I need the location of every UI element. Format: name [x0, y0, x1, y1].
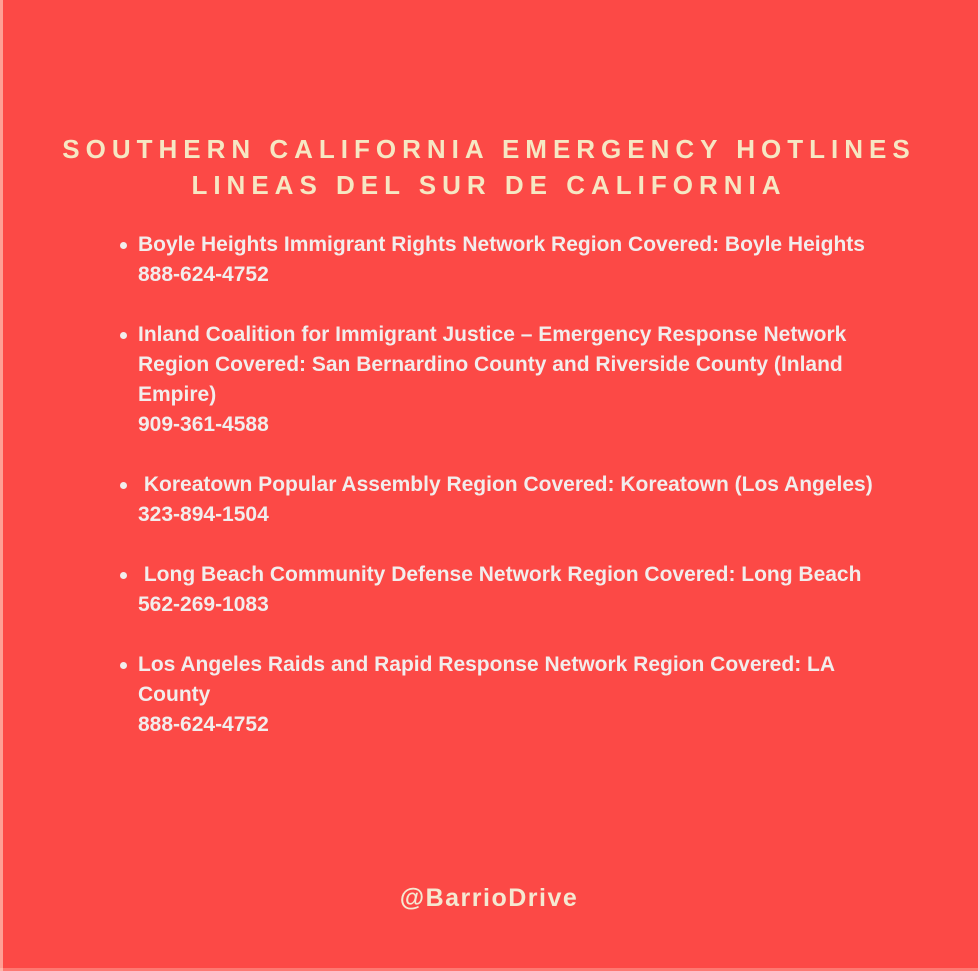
hotline-phone-number: 909-361-4588 — [138, 413, 269, 436]
hotline-org-region: Empire) — [138, 383, 217, 406]
poster-title-line1: SOUTHERN CALIFORNIA EMERGENCY HOTLINES — [62, 134, 916, 164]
hotline-phone-number: 562-269-1083 — [138, 593, 269, 616]
left-edge-highlight — [0, 0, 3, 971]
bullet-icon — [120, 332, 127, 339]
list-item — [120, 230, 898, 290]
hotline-org-region: County — [138, 683, 211, 706]
hotline-list — [0, 230, 978, 740]
hotline-org-region: Koreatown Popular Assembly Region Covered: Koreatown (Los Angeles) — [138, 473, 873, 496]
list-item — [120, 650, 898, 740]
social-handle: @BarrioDrive — [399, 884, 579, 912]
hotline-org-region: Boyle Heights Immigrant Rights Network Region Covered: Boyle Heights — [138, 233, 865, 256]
poster-title — [0, 0, 978, 203]
bullet-icon — [120, 242, 127, 249]
bullet-icon — [120, 482, 127, 489]
hotline-org-region: Inland Coalition for Immigrant Justice – Emergency Response Network — [138, 323, 847, 346]
list-item — [120, 320, 898, 440]
poster-title-line2: LINEAS DEL SUR DE CALIFORNIA — [191, 170, 787, 200]
hotline-org-region: Los Angeles Raids and Rapid Response Network Region Covered: LA — [138, 653, 836, 676]
hotline-phone-number: 323-894-1504 — [138, 503, 269, 526]
bullet-icon — [120, 572, 127, 579]
hotline-phone-number: 888-624-4752 — [138, 263, 269, 286]
hotline-org-region: Region Covered: San Bernardino County and Riverside County (Inland — [138, 353, 843, 376]
list-item — [120, 560, 898, 620]
hotline-phone-number: 888-624-4752 — [138, 713, 269, 736]
bullet-icon — [120, 662, 127, 669]
hotline-org-region: Long Beach Community Defense Network Region Covered: Long Beach — [138, 563, 862, 586]
list-item — [120, 470, 898, 530]
